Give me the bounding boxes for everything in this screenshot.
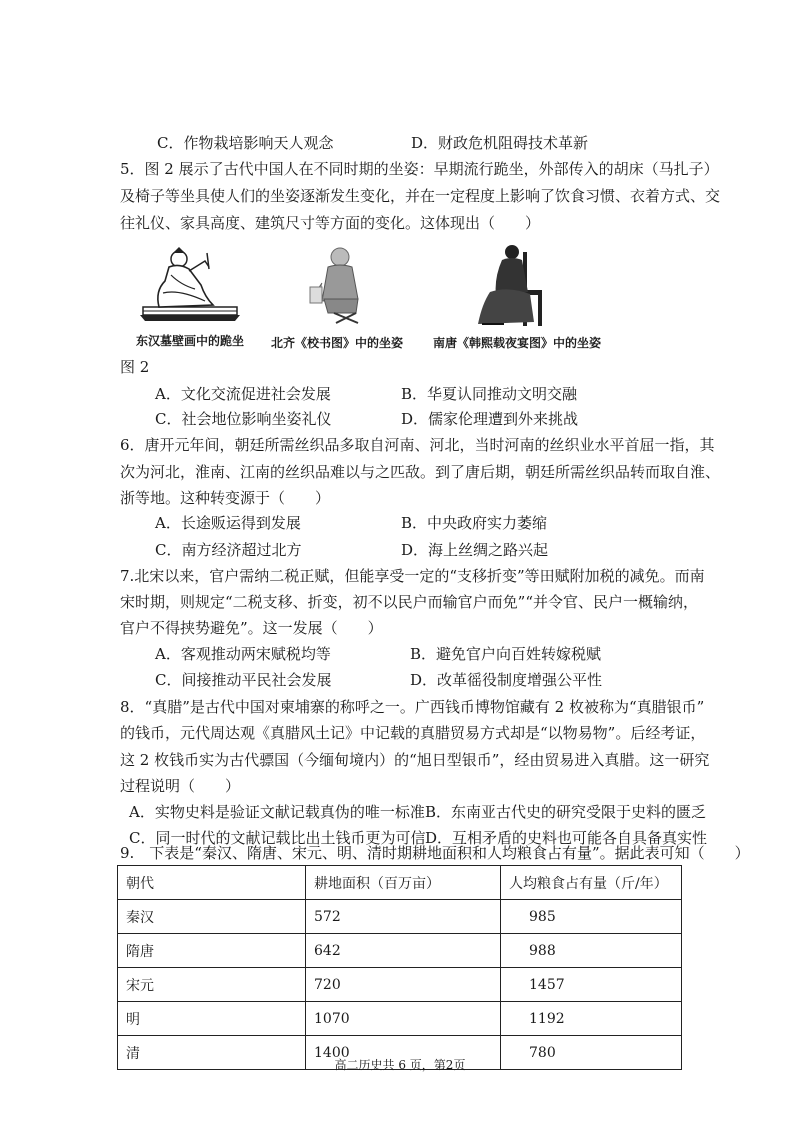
table-header-cell: 朝代 [118,866,306,900]
table-row [118,968,682,1002]
q6-option-d: D．海上丝绸之路兴起 [401,541,549,559]
table-cell: 780 [501,1036,682,1070]
q6-stem-line-2: 次为河北，淮南、江南的丝织品难以与之匹敌。到了唐后期，朝廷所需丝织品转而取自淮、 [120,463,721,481]
figure-label: 图 2 [120,358,150,376]
table-cell: 明 [118,1002,306,1036]
table-header-cell: 人均粮食占有量（斤/年） [501,866,682,900]
q8-stem-line-2: 的钱币，元代周达观《真腊风土记》中记载的真腊贸易方式却是“以物易物”。后经考证， [120,724,706,742]
q7-option-b: B．避免官户向百姓转嫁税赋 [410,645,602,663]
q7-option-c: C．间接推动平民社会发展 [155,671,332,689]
q5-stem-line-3: 往礼仪、家具高度、建筑尺寸等方面的变化。这体现出（ ） [120,214,541,232]
q7-stem-line-2: 宋时期，则规定“二税支移、折变，初不以民户而输官户而免”“并令官、民户一概输纳， [120,593,699,611]
q7-option-a: A．客观推动两宋赋税均等 [155,645,331,663]
q7-option-d: D．改革徭役制度增强公平性 [410,671,603,689]
figure-caption-2: 北齐《校书图》中的坐姿 [271,336,404,350]
table-cell: 隋唐 [118,934,306,968]
q8-option-c: C．同一时代的文献记载比出土钱币更为可信 [129,829,426,847]
q5-option-a: A．文化交流促进社会发展 [155,385,331,403]
q5-option-b: B．华夏认同推动文明交融 [401,385,578,403]
table-cell: 988 [501,934,682,968]
figure-caption-3: 南唐《韩熙载夜宴图》中的坐姿 [433,336,602,350]
q6-stem-line-3: 浙等地。这种转变源于（ ） [120,489,331,507]
table-header-cell: 耕地面积（百万亩） [306,866,501,900]
table-cell: 985 [501,900,682,934]
q7-stem-line-1: 7.北宋以来，官户需纳二税正赋，但能享受一定的“支移折变”等田赋附加税的减免。而南 [120,567,705,585]
q4-option-c: C．作物栽培影响天人观念 [157,134,334,152]
figure-caption-1: 东汉墓壁画中的跪坐 [136,334,245,348]
q7-stem-line-3: 官户不得挟势避免”。这一发展（ ） [120,619,383,637]
table-cell: 宋元 [118,968,306,1002]
table-cell: 642 [306,934,501,968]
table-row [118,900,682,934]
table-cell: 1457 [501,968,682,1002]
table-cell: 清 [118,1036,306,1070]
q9-stem: 9. 下表是“秦汉、隋唐、宋元、明、清时期耕地面积和人均粮食占有量”。据此表可知（ ） [120,844,750,862]
table-row [118,1002,682,1036]
table-cell: 1400 [306,1036,501,1070]
table-cell: 720 [306,968,501,1002]
table-header-row [118,866,682,900]
q8-option-d: D．互相矛盾的史料也可能各自具备真实性 [425,829,708,847]
q8-stem-line-4: 过程说明（ ） [120,777,241,795]
kneeling-figure-image [135,245,245,323]
table-cell: 572 [306,900,501,934]
q6-option-a: A．长途贩运得到发展 [155,514,301,532]
q8-option-a: A．实物史料是验证文献记载真伪的唯一标准 [129,803,425,821]
q5-option-c: C．社会地位影响坐姿礼仪 [155,410,332,428]
page-footer: 高二历史共 6 页，第2页 [334,1058,466,1072]
q8-stem-line-3: 这 2 枚钱币实为古代骠国（今缅甸境内）的“旭日型银币”，经由贸易进入真腊。这一研究 [120,751,710,769]
q6-option-b: B．中央政府实力萎缩 [401,514,548,532]
table-cell: 1070 [306,1002,501,1036]
q6-option-c: C．南方经济超过北方 [155,541,302,559]
grain-data-table [117,865,682,1070]
q8-option-b: B．东南亚古代史的研究受限于史料的匮乏 [425,803,707,821]
table-cell: 1192 [501,1002,682,1036]
stool-sitting-figure-image [300,243,380,325]
q8-stem-line-1: 8．“真腊”是古代中国对柬埔寨的称呼之一。广西钱币博物馆藏有 2 枚被称为“真腊银币” [120,698,705,716]
q6-stem-line-1: 6．唐开元年间，朝廷所需丝织品多取自河南、河北，当时河南的丝织业水平首屈一指，其 [120,436,715,454]
q5-stem-line-2: 及椅子等坐具使人们的坐姿逐渐发生变化，并在一定程度上影响了饮食习惯、衣着方式、交 [120,187,721,205]
table-cell: 秦汉 [118,900,306,934]
q5-stem-line-1: 5．图 2 展示了古代中国人在不同时期的坐姿：早期流行跪坐，外部传入的胡床（马扎子） [120,160,719,178]
q4-option-d: D．财政危机阻碍技术革新 [411,134,589,152]
q5-option-d: D．儒家伦理遭到外来挑战 [401,410,579,428]
chair-sitting-figure-image [468,242,558,330]
table-row [118,934,682,968]
